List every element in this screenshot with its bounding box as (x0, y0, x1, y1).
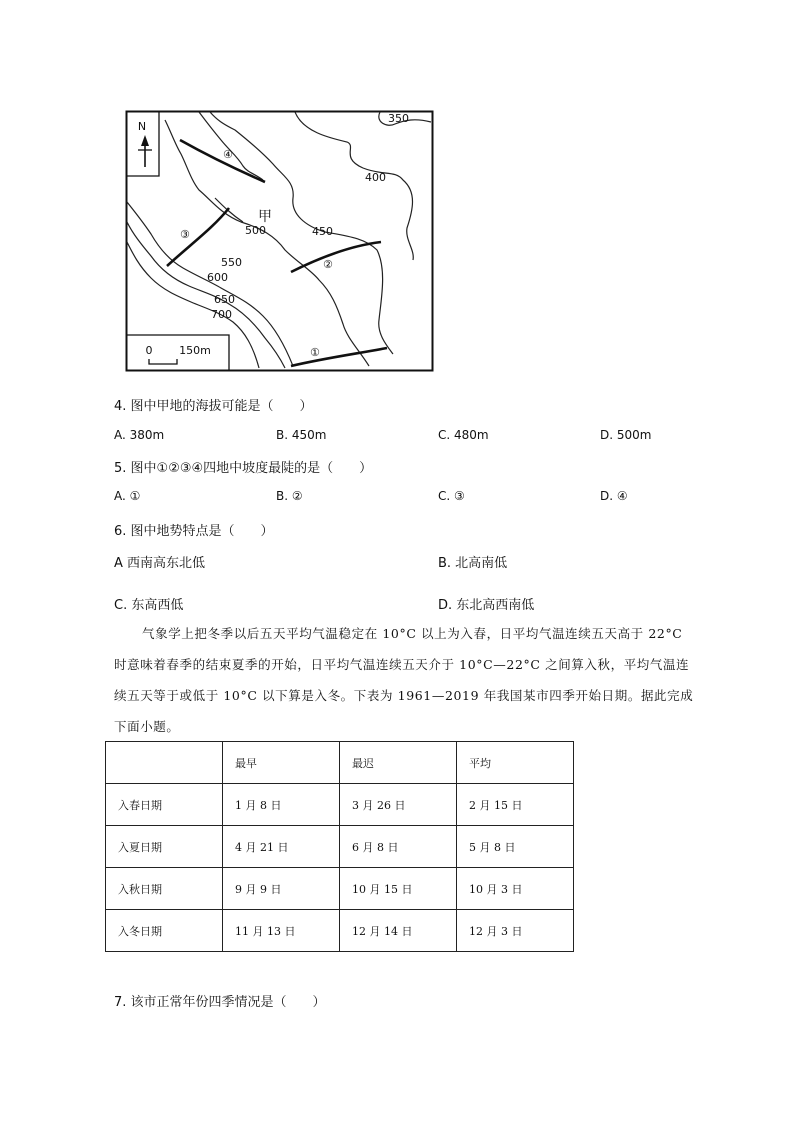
contour-label-600: 600 (207, 271, 228, 284)
q4-option-b[interactable]: B. 450m (276, 428, 327, 442)
question-6-stem: 6. 图中地势特点是（ ） (114, 524, 274, 539)
q4-option-d[interactable]: D. 500m (600, 428, 652, 442)
question-5-stem: 5. 图中①②③④四地中坡度最陡的是（ ） (114, 461, 373, 476)
table-row (106, 910, 574, 952)
contour-map (125, 110, 435, 372)
question-4-stem: 4. 图中甲地的海拔可能是（ ） (114, 399, 313, 414)
site-3: ③ (180, 228, 190, 241)
season-start-table (105, 741, 574, 952)
contour-label-500: 500 (245, 224, 266, 237)
q4-option-a[interactable]: A. 380m (114, 428, 165, 442)
contour-label-700: 700 (211, 308, 232, 321)
passage-line-4: 下面小题。 (114, 719, 180, 734)
q5-option-b[interactable]: B. ② (276, 489, 303, 503)
table-cell: 6 月 8 日 (340, 826, 457, 868)
q6-option-a[interactable]: A 西南高东北低 (114, 556, 206, 571)
table-row (106, 826, 574, 868)
table-header-cell: 最早 (223, 742, 340, 784)
table-cell: 入秋日期 (106, 868, 223, 910)
table-row (106, 868, 574, 910)
q6-option-d[interactable]: D. 东北高西南低 (438, 598, 535, 613)
question-7-stem: 7. 该市正常年份四季情况是（ ） (114, 995, 326, 1010)
q5-option-a[interactable]: A. ① (114, 489, 141, 503)
region-label-jia: 甲 (258, 209, 272, 225)
scale-length: 150m (179, 344, 211, 357)
table-header-row (106, 742, 574, 784)
passage (114, 618, 699, 742)
contour-label-400: 400 (365, 171, 386, 184)
contour-label-550: 550 (221, 256, 242, 269)
site-2: ② (323, 258, 333, 271)
map-frame (127, 112, 433, 371)
table-cell: 12 月 3 日 (457, 910, 574, 952)
scale-zero: 0 (145, 344, 153, 357)
table-cell: 1 月 8 日 (223, 784, 340, 826)
table-cell: 入夏日期 (106, 826, 223, 868)
table-cell: 10 月 15 日 (340, 868, 457, 910)
passage-line-1: 气象学上把冬季以后五天平均气温稳定在 10°C 以上为入春，日平均气温连续五天高于 22°C (142, 626, 683, 641)
passage-line-3: 续五天等于或低于 10°C 以下算是入冬。下表为 1961—2019 年我国某市四季开始日期。据此完成 (114, 688, 694, 703)
table-cell: 11 月 13 日 (223, 910, 340, 952)
table-cell: 入冬日期 (106, 910, 223, 952)
q5-option-d[interactable]: D. ④ (600, 489, 628, 503)
contour-label-350: 350 (388, 112, 409, 125)
passage-line-2: 时意味着春季的结束夏季的开始，日平均气温连续五天介于 10°C—22°C 之间算入秋，平均气温连 (114, 657, 690, 672)
contour-label-450: 450 (312, 225, 333, 238)
table-header-cell: 最迟 (340, 742, 457, 784)
table-cell: 4 月 21 日 (223, 826, 340, 868)
table-cell: 入春日期 (106, 784, 223, 826)
site-4: ④ (223, 148, 233, 161)
contour-label-650: 650 (214, 293, 235, 306)
table-row (106, 784, 574, 826)
q4-option-c[interactable]: C. 480m (438, 428, 489, 442)
q6-option-c[interactable]: C. 东高西低 (114, 598, 184, 613)
table-cell: 3 月 26 日 (340, 784, 457, 826)
table-header-cell: 平均 (457, 742, 574, 784)
table-cell: 5 月 8 日 (457, 826, 574, 868)
site-1: ① (310, 346, 320, 359)
table-cell: 2 月 15 日 (457, 784, 574, 826)
q6-option-b[interactable]: B. 北高南低 (438, 556, 508, 571)
table-cell: 12 月 14 日 (340, 910, 457, 952)
table-cell: 9 月 9 日 (223, 868, 340, 910)
north-label: N (137, 120, 147, 133)
table-cell: 10 月 3 日 (457, 868, 574, 910)
table-header-cell (106, 742, 223, 784)
q5-option-c[interactable]: C. ③ (438, 489, 465, 503)
